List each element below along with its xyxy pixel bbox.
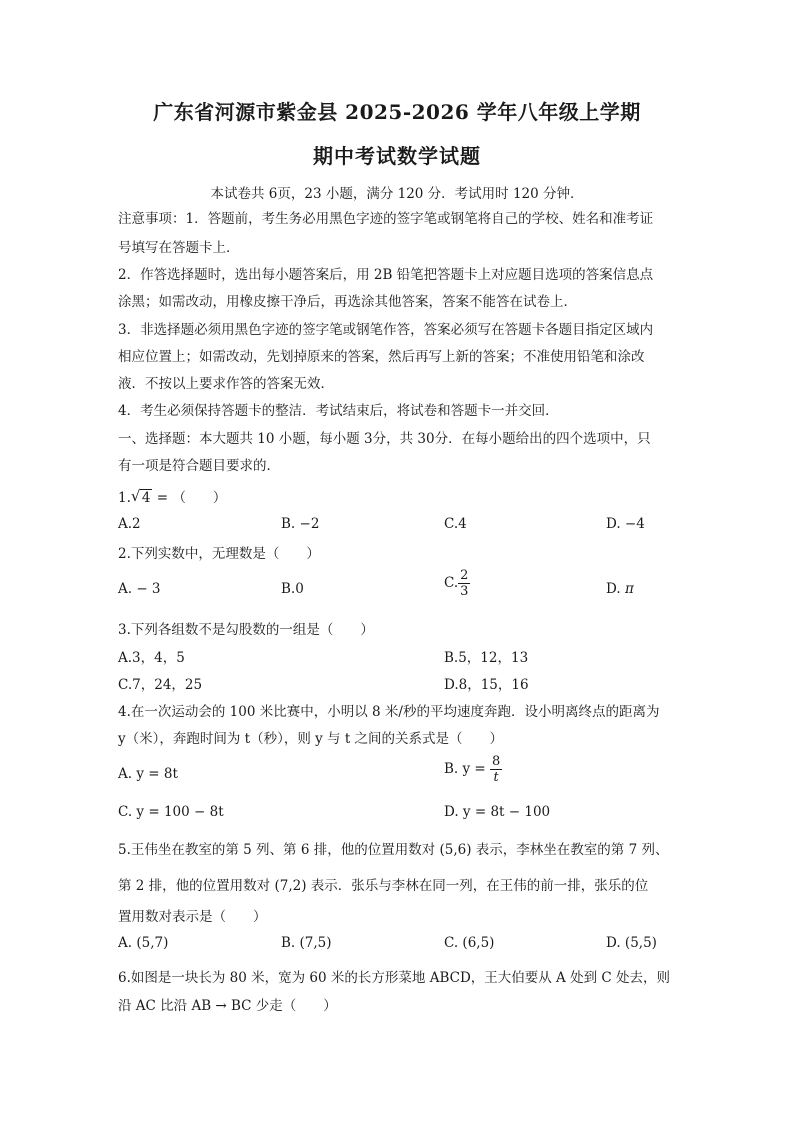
question-5-stem: 置用数对表示是（ ） [118,909,267,925]
question-6-stem: 沿 AC 比沿 AB → BC 少走（ ） [118,998,337,1014]
q5-option-d[interactable]: D. (5,5) [606,935,657,951]
q3-option-b[interactable]: B.5，12，13 [444,650,529,666]
q1-option-c[interactable]: C.4 [444,516,467,532]
question-6-stem: 6.如图是一块长为 80 米，宽为 60 米的长方形菜地 ABCD，王大伯要从 A 处到 C 处去，则 [118,970,671,986]
exam-intro: 本试卷共 6页，23 小题，满分 120 分．考试用时 120 分钟． [210,186,584,202]
q4-option-a[interactable]: A. y = 8t [118,766,178,782]
q4-option-c[interactable]: C. y = 100 − 8t [118,804,224,820]
q2-option-c[interactable]: C. $\frac{2}{3}$ [444,568,469,599]
sqrt-symbol: √ 4 [130,487,151,506]
question-3-stem: 3.下列各组数不是勾股数的一组是（ ） [118,622,374,638]
question-5-stem: 第 2 排，他的位置用数对 (7,2) 表示．张乐与李林在同一列，在王伟的前一排，张乐的位 [118,878,649,894]
note-line: 涂黑；如需改动，用橡皮擦干净后，再选涂其他答案，答案不能答在试卷上． [118,294,577,310]
question-4-stem: y（米），奔跑时间为 t（秒），则 y 与 t 之间的关系式是（ ） [118,731,504,747]
note-line: 3．非选择题必须用黑色字迹的签字笔或钢笔作答，答案必须写在答题卡各题目指定区域内 [118,322,654,338]
section-heading: 一、选择题：本大题共 10 小题，每小题 3分，共 30分．在每小题给出的四个选项中，只 [118,431,651,447]
fraction: $\frac{2}{3}$ [460,568,469,599]
note-line: 液．不按以上要求作答的答案无效． [118,376,334,392]
note-line: 4．考生必须保持答题卡的整洁．考试结束后，将试卷和答题卡一并交回． [118,403,559,419]
note-line: 号填写在答题卡上． [118,240,240,256]
q1-option-b[interactable]: B. −2 [281,516,320,532]
page-title: 广东省河源市紫金县 2025-2026 学年八年级上学期 [153,100,641,124]
question-5-stem: 5.王伟坐在教室的第 5 列、第 6 排，他的位置用数对 (5,6) 表示，李林坐在教室的第 7 列、 [118,842,669,858]
q5-option-c[interactable]: C. (6,5) [444,935,495,951]
q3-option-d[interactable]: D.8，15，16 [444,677,529,693]
page-subtitle: 期中考试数学试题 [313,144,481,168]
section-heading: 有一项是符合题目要求的． [118,458,280,474]
question-2-stem: 2.下列实数中，无理数是（ ） [118,546,320,562]
q1-option-a[interactable]: A.2 [118,516,141,532]
q3-option-c[interactable]: C.7，24，25 [118,677,203,693]
fraction: $\frac{8}{t}$ [492,754,501,785]
q4-option-d[interactable]: D. y = 8t − 100 [444,804,551,820]
q2-option-b[interactable]: B.0 [281,581,304,597]
q2-option-a[interactable]: A. − 3 [118,581,161,597]
q3-option-a[interactable]: A.3，4，5 [118,650,185,666]
q4-option-b[interactable]: B. y = $\frac{8}{t}$ [444,754,501,785]
q5-option-a[interactable]: A. (5,7) [118,935,169,951]
q5-option-b[interactable]: B. (7,5) [281,935,332,951]
note-line: 2．作答选择题时，选出每小题答案后，用 2B 铅笔把答题卡上对应题目选项的答案信息点 [118,267,654,283]
q2-option-d[interactable]: D. π [606,581,634,597]
question-1-stem: 1. √ 4 = （ ） [118,487,227,506]
note-line: 注意事项：1．答题前，考生务必用黑色字迹的签字笔或钢笔将自己的学校、姓名和准考证 [118,211,654,227]
question-4-stem: 4.在一次运动会的 100 米比赛中，小明以 8 米/秒的平均速度奔跑．设小明离终点的距离为 [118,704,660,720]
note-line: 相应位置上；如需改动，先划掉原来的答案，然后再写上新的答案；不准使用铅笔和涂改 [118,349,645,365]
q1-option-d[interactable]: D. −4 [606,516,645,532]
